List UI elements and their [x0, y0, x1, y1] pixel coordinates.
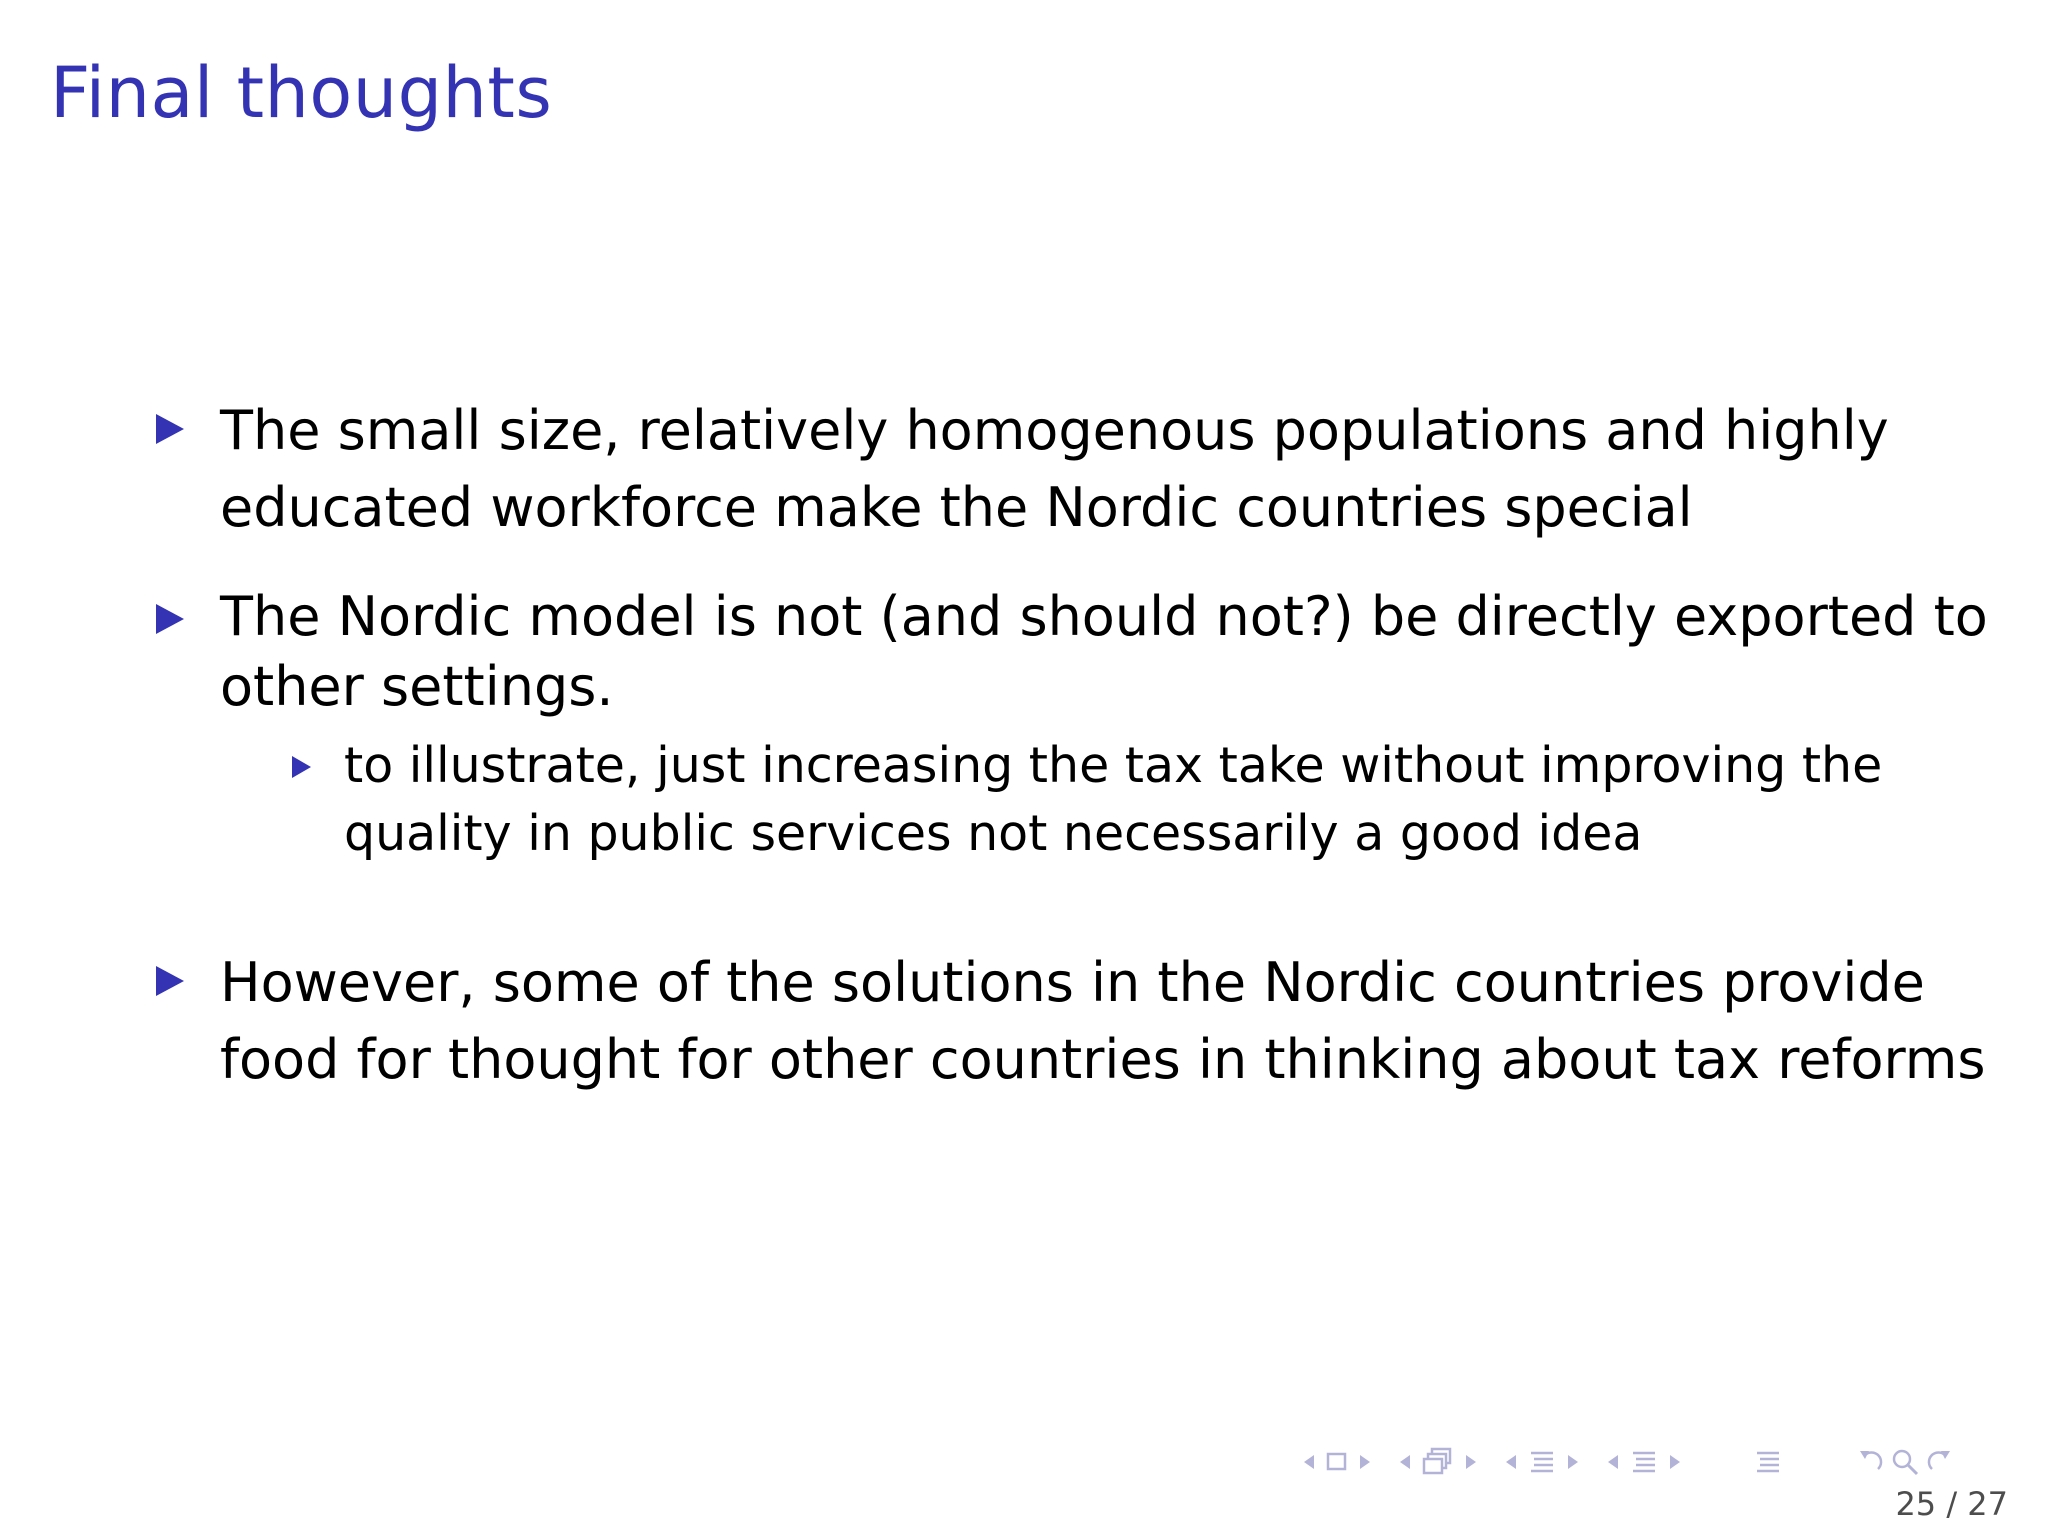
toc-icon[interactable]	[1754, 1448, 1782, 1476]
bullet-item-2-text: The Nordic model is not (and should not?) be directly exported to other settings.	[220, 585, 1988, 718]
bullet-item-3-text: However, some of the solutions in the Nordic countries provide food for thought for other countries in thinking about tax reforms	[220, 951, 1986, 1091]
prev-slide-icon[interactable]	[1304, 1455, 1314, 1469]
subsection-icon[interactable]	[1630, 1448, 1658, 1476]
forward-icon[interactable]	[1924, 1447, 1954, 1477]
slide-icon[interactable]	[1326, 1451, 1348, 1473]
next-subsection-icon[interactable]	[1670, 1455, 1680, 1469]
bullet-triangle-icon	[156, 414, 184, 444]
history-nav-group	[1854, 1447, 1956, 1477]
sub-bullet-triangle-icon	[292, 756, 311, 778]
frame-nav-group	[1400, 1447, 1476, 1477]
slide-nav-group	[1304, 1451, 1370, 1473]
next-section-icon[interactable]	[1568, 1455, 1578, 1469]
search-icon[interactable]	[1890, 1447, 1920, 1477]
prev-subsection-icon[interactable]	[1608, 1455, 1618, 1469]
toc-nav-group	[1742, 1448, 1794, 1476]
bullet-triangle-icon	[156, 604, 184, 634]
next-slide-icon[interactable]	[1360, 1455, 1370, 1469]
section-nav-group	[1506, 1448, 1578, 1476]
bullet-triangle-icon	[156, 966, 184, 996]
beamer-navigation-bar	[1304, 1442, 1956, 1482]
section-icon[interactable]	[1528, 1448, 1556, 1476]
sub-bullet-item-1-text: to illustrate, just increasing the tax take without improving the quality in public services not necessarily a good idea	[344, 737, 1883, 862]
sub-bullet-item-1	[344, 732, 2012, 868]
bullet-list	[152, 392, 2012, 1098]
prev-frame-icon[interactable]	[1400, 1455, 1410, 1469]
bullet-item-1-text: The small size, relatively homogenous populations and highly educated workforce make the Nordic countries special	[220, 399, 1889, 539]
bullet-item-2	[152, 582, 2012, 868]
bullet-item-1	[152, 392, 2012, 546]
frame-icon[interactable]	[1422, 1447, 1454, 1477]
bullet-item-3	[152, 944, 2012, 1098]
prev-section-icon[interactable]	[1506, 1455, 1516, 1469]
page-number: 25 / 27	[1895, 1485, 2008, 1523]
slide-title: Final thoughts	[50, 52, 553, 134]
next-frame-icon[interactable]	[1466, 1455, 1476, 1469]
back-icon[interactable]	[1856, 1447, 1886, 1477]
subsection-nav-group	[1608, 1448, 1680, 1476]
